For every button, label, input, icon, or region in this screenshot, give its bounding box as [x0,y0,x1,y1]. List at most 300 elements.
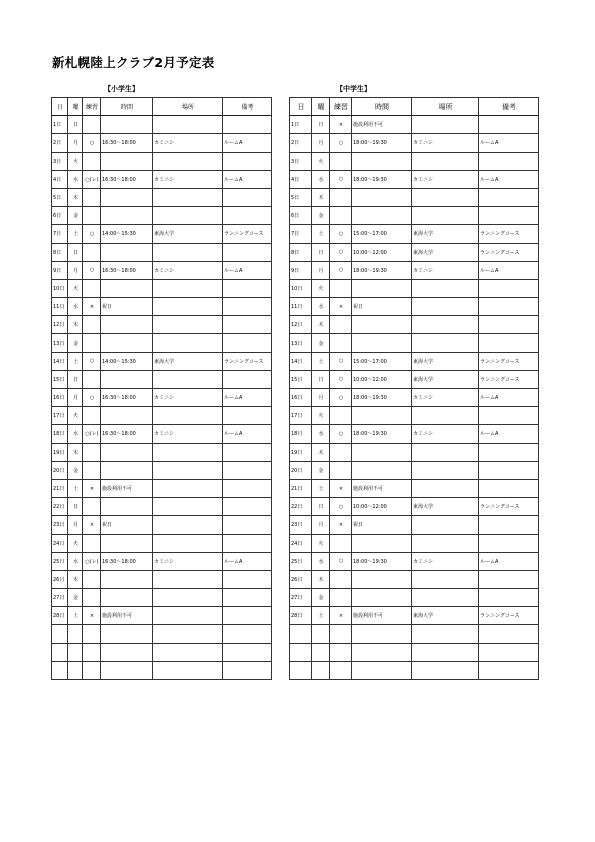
notes-cell [479,589,539,607]
practice-cell [330,207,352,225]
time-cell [101,370,153,388]
practice-cell [330,570,352,588]
header-notes: 備考 [479,98,539,116]
notes-cell [479,152,539,170]
weekday-cell: 火 [312,279,330,297]
day-cell: 6日 [52,207,68,225]
table-row [290,261,539,279]
day-cell: 16日 [290,389,312,407]
practice-cell: ○(レ) [83,425,101,443]
notes-cell: ルームA [223,134,272,152]
place-cell [153,461,223,479]
day-cell: 25日 [290,552,312,570]
notes-cell: ルームA [479,261,539,279]
place-cell: カミニシ [412,134,479,152]
practice-cell [83,279,101,297]
weekday-cell: 日 [312,116,330,134]
place-cell: カミニシ [153,425,223,443]
day-cell: 12日 [52,316,68,334]
place-cell [412,534,479,552]
day-cell: 24日 [52,534,68,552]
time-cell [352,279,412,297]
weekday-cell: 日 [68,243,83,261]
time-cell [352,643,412,661]
place-cell [153,116,223,134]
time-cell: 施設利用不可 [101,479,153,497]
table-row [290,370,539,388]
practice-cell: × [83,607,101,625]
place-cell: カミニシ [412,170,479,188]
notes-cell: ルームA [223,389,272,407]
notes-cell [223,407,272,425]
weekday-cell: 月 [312,261,330,279]
weekday-cell [68,643,83,661]
notes-cell [223,298,272,316]
table-row [52,134,272,152]
day-cell: 15日 [290,370,312,388]
day-cell: 12日 [290,316,312,334]
time-cell [101,461,153,479]
place-cell [412,207,479,225]
notes-cell [479,207,539,225]
table-row [52,552,272,570]
notes-cell: ルームA [479,425,539,443]
day-cell: 19日 [52,443,68,461]
time-cell [352,661,412,679]
notes-cell: ルームA [479,552,539,570]
table-row [52,316,272,334]
place-cell: 東海大学 [412,352,479,370]
place-cell: カミニシ [153,552,223,570]
weekday-cell: 金 [312,461,330,479]
day-cell [290,625,312,643]
practice-cell [330,407,352,425]
notes-cell: ルームA [223,170,272,188]
day-cell: 19日 [290,443,312,461]
place-cell [412,316,479,334]
place-cell [153,534,223,552]
notes-cell [223,334,272,352]
notes-cell [479,279,539,297]
notes-cell [479,643,539,661]
practice-cell: ○ [330,352,352,370]
practice-cell [83,643,101,661]
time-cell [352,443,412,461]
day-cell: 21日 [290,479,312,497]
weekday-cell: 金 [68,334,83,352]
place-cell: カミニシ [153,170,223,188]
weekday-cell: 日 [68,370,83,388]
notes-cell: ルームA [223,552,272,570]
junior-schedule-table [289,97,539,680]
time-cell [101,443,153,461]
weekday-cell [68,625,83,643]
day-cell: 24日 [290,534,312,552]
day-cell: 2日 [52,134,68,152]
elementary-schedule-table [51,97,272,680]
place-cell [412,334,479,352]
weekday-cell: 火 [312,152,330,170]
table-row [52,170,272,188]
time-cell: 18:00～19:30 [352,425,412,443]
practice-cell: ○ [330,243,352,261]
table-row [52,188,272,206]
practice-cell: × [330,479,352,497]
practice-cell [83,461,101,479]
notes-cell [223,479,272,497]
time-cell: 祝日 [352,298,412,316]
weekday-cell: 土 [68,607,83,625]
place-cell [412,443,479,461]
day-cell: 11日 [290,298,312,316]
notes-cell [479,479,539,497]
time-cell: 施設利用不可 [352,116,412,134]
table-row [52,207,272,225]
place-cell [412,479,479,497]
table-row [52,570,272,588]
weekday-cell: 日 [312,370,330,388]
practice-cell [330,443,352,461]
time-cell: 18:00～19:30 [352,134,412,152]
place-cell [412,461,479,479]
notes-cell [479,661,539,679]
table-header-row [52,98,272,116]
weekday-cell: 金 [68,589,83,607]
notes-cell [223,188,272,206]
table-row [290,279,539,297]
weekday-cell [312,625,330,643]
weekday-cell: 日 [68,116,83,134]
notes-cell [223,279,272,297]
place-cell [153,589,223,607]
time-cell: 10:00～12:00 [352,370,412,388]
day-cell: 6日 [290,207,312,225]
header-practice: 練習 [83,98,101,116]
practice-cell [330,661,352,679]
table-row [290,316,539,334]
practice-cell [330,188,352,206]
time-cell: 16:30～18:00 [101,170,153,188]
notes-cell: ルームA [479,389,539,407]
notes-cell [223,243,272,261]
weekday-cell: 金 [68,461,83,479]
table-row [290,570,539,588]
table-row [290,298,539,316]
notes-cell [479,407,539,425]
place-cell [153,298,223,316]
place-cell [153,207,223,225]
practice-cell: ○(レ) [83,552,101,570]
place-cell: カミニシ [412,261,479,279]
table-row [52,443,272,461]
practice-cell [330,461,352,479]
day-cell: 2日 [290,134,312,152]
time-cell [101,625,153,643]
notes-cell: ランニングコース [479,607,539,625]
place-cell [153,625,223,643]
day-cell: 1日 [290,116,312,134]
day-cell [290,643,312,661]
time-cell: 10:00～12:00 [352,243,412,261]
place-cell [153,407,223,425]
practice-cell: × [330,516,352,534]
weekday-cell: 日 [312,498,330,516]
notes-cell [479,534,539,552]
notes-cell [223,116,272,134]
table-row [290,661,539,679]
day-cell: 27日 [290,589,312,607]
day-cell: 18日 [290,425,312,443]
place-cell [412,516,479,534]
table-row [52,607,272,625]
time-cell [101,661,153,679]
time-cell: 14:00～15:30 [101,352,153,370]
table-row [52,516,272,534]
place-cell: 東海大学 [412,243,479,261]
table-row [290,334,539,352]
day-cell: 13日 [290,334,312,352]
day-cell: 28日 [52,607,68,625]
place-cell [412,661,479,679]
place-cell [412,643,479,661]
notes-cell [479,625,539,643]
time-cell [101,188,153,206]
time-cell [352,334,412,352]
weekday-cell: 木 [312,443,330,461]
table-row [52,425,272,443]
notes-cell [479,298,539,316]
place-cell [153,334,223,352]
notes-cell [223,207,272,225]
table-row [52,661,272,679]
day-cell: 4日 [52,170,68,188]
practice-cell [83,534,101,552]
table-row [290,479,539,497]
notes-cell [223,643,272,661]
weekday-cell: 月 [68,134,83,152]
practice-cell: × [330,298,352,316]
place-cell [412,188,479,206]
place-cell: カミニシ [153,134,223,152]
place-cell [412,116,479,134]
weekday-cell: 月 [312,389,330,407]
notes-cell: ルームA [223,425,272,443]
header-practice: 練習 [330,98,352,116]
place-cell: 東海大学 [153,225,223,243]
weekday-cell: 水 [68,425,83,443]
place-cell [153,279,223,297]
weekday-cell: 月 [312,516,330,534]
notes-cell [479,461,539,479]
table-row [290,116,539,134]
time-cell: 祝日 [352,516,412,534]
time-cell: 16:30～18:00 [101,389,153,407]
table-row [290,225,539,243]
page-title: 新札幌陸上クラブ2月予定表 [52,55,215,70]
weekday-cell: 木 [312,316,330,334]
weekday-cell: 金 [312,207,330,225]
day-cell: 28日 [290,607,312,625]
day-cell: 7日 [290,225,312,243]
time-cell [352,316,412,334]
time-cell [101,207,153,225]
weekday-cell: 火 [68,534,83,552]
time-cell [101,279,153,297]
practice-cell [330,625,352,643]
weekday-cell: 土 [68,225,83,243]
day-cell: 16日 [52,389,68,407]
practice-cell: ○ [330,425,352,443]
notes-cell [223,316,272,334]
table-row [52,389,272,407]
practice-cell [330,589,352,607]
day-cell: 23日 [290,516,312,534]
practice-cell [83,188,101,206]
time-cell: 16:30～18:00 [101,425,153,443]
place-cell: カミニシ [153,261,223,279]
elementary-section-label: 【小学生】 [104,85,139,93]
weekday-cell: 水 [68,170,83,188]
table-row [290,152,539,170]
weekday-cell: 火 [68,407,83,425]
notes-cell [223,516,272,534]
table-row [52,279,272,297]
place-cell: 東海大学 [412,498,479,516]
day-cell: 14日 [52,352,68,370]
weekday-cell: 木 [68,570,83,588]
weekday-cell: 日 [68,498,83,516]
table-row [290,643,539,661]
practice-cell: ○ [330,170,352,188]
time-cell [101,243,153,261]
day-cell: 3日 [52,152,68,170]
time-cell: 施設利用不可 [101,607,153,625]
time-cell [352,589,412,607]
day-cell: 10日 [52,279,68,297]
day-cell: 27日 [52,589,68,607]
day-cell: 9日 [290,261,312,279]
place-cell: カミニシ [153,389,223,407]
weekday-cell: 土 [312,225,330,243]
place-cell [153,498,223,516]
table-row [52,589,272,607]
place-cell [153,607,223,625]
table-row [52,225,272,243]
notes-cell [223,534,272,552]
place-cell [412,152,479,170]
time-cell: 祝日 [101,298,153,316]
time-cell: 18:00～19:30 [352,261,412,279]
table-row [290,607,539,625]
notes-cell: ランニングコース [479,498,539,516]
day-cell: 5日 [290,188,312,206]
table-row [52,534,272,552]
day-cell: 15日 [52,370,68,388]
weekday-cell: 土 [68,479,83,497]
table-row [290,170,539,188]
table-row [290,407,539,425]
practice-cell [330,316,352,334]
place-cell [153,643,223,661]
notes-cell [479,116,539,134]
practice-cell: ○ [330,389,352,407]
day-cell: 10日 [290,279,312,297]
day-cell: 26日 [290,570,312,588]
notes-cell [223,661,272,679]
time-cell [101,589,153,607]
table-row [290,552,539,570]
day-cell: 4日 [290,170,312,188]
header-place: 場所 [153,98,223,116]
weekday-cell: 月 [68,261,83,279]
day-cell: 20日 [52,461,68,479]
header-weekday: 曜 [312,98,330,116]
notes-cell [223,607,272,625]
place-cell [153,152,223,170]
day-cell: 26日 [52,570,68,588]
practice-cell: ○ [83,352,101,370]
practice-cell [330,334,352,352]
practice-cell: × [330,607,352,625]
place-cell [153,370,223,388]
notes-cell [479,316,539,334]
practice-cell: × [83,298,101,316]
time-cell [101,570,153,588]
weekday-cell: 金 [312,589,330,607]
time-cell [101,498,153,516]
practice-cell: ○ [330,370,352,388]
table-row [52,243,272,261]
day-cell: 1日 [52,116,68,134]
table-row [290,134,539,152]
notes-cell [223,570,272,588]
time-cell: 10:00～12:00 [352,498,412,516]
header-day: 日 [290,98,312,116]
weekday-cell: 木 [68,443,83,461]
day-cell [52,661,68,679]
place-cell [412,407,479,425]
notes-cell: ランニングコース [223,225,272,243]
practice-cell [330,152,352,170]
time-cell: 施設利用不可 [352,479,412,497]
practice-cell: ○ [330,134,352,152]
day-cell: 25日 [52,552,68,570]
day-cell: 9日 [52,261,68,279]
time-cell [101,316,153,334]
table-row [52,116,272,134]
table-row [290,461,539,479]
notes-cell [223,625,272,643]
place-cell: 東海大学 [412,370,479,388]
practice-cell [83,498,101,516]
time-cell [352,207,412,225]
notes-cell: ルームA [223,261,272,279]
weekday-cell: 火 [68,279,83,297]
notes-cell: ルームA [479,170,539,188]
table-row [52,479,272,497]
notes-cell [223,461,272,479]
time-cell: 18:00～19:30 [352,170,412,188]
table-row [52,152,272,170]
notes-cell [223,152,272,170]
time-cell: 18:00～19:30 [352,389,412,407]
place-cell: 東海大学 [412,607,479,625]
practice-cell: ○ [330,552,352,570]
place-cell [412,570,479,588]
practice-cell [330,643,352,661]
day-cell [52,625,68,643]
table-row [52,625,272,643]
